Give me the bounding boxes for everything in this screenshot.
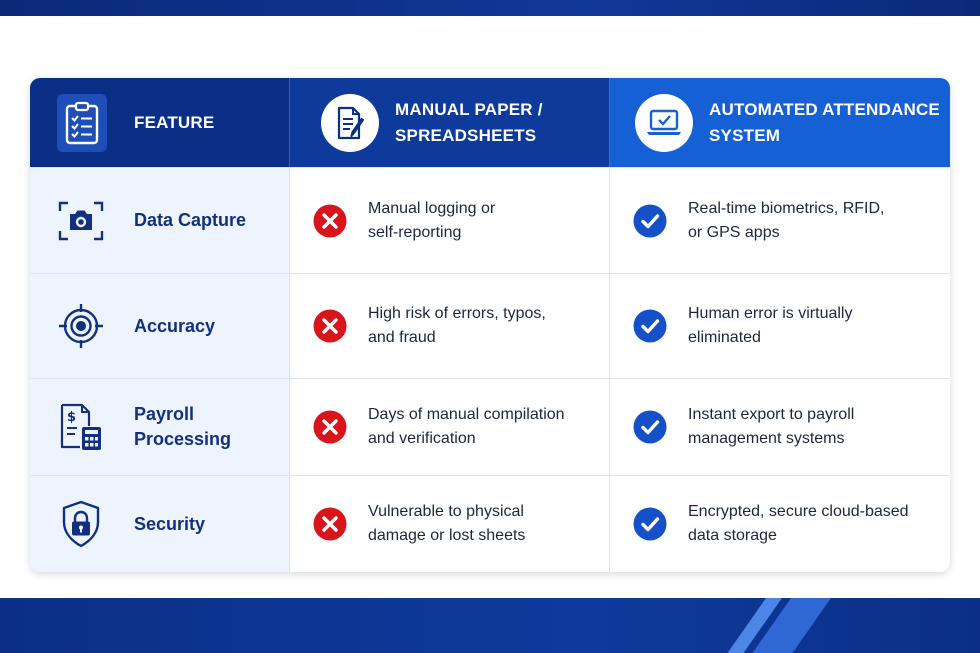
- automated-text: Real-time biometrics, RFID, or GPS apps: [688, 199, 885, 241]
- clipboard-checklist-icon: [57, 94, 107, 152]
- feature-cell-payroll-processing: [30, 378, 289, 475]
- header-feature-label: FEATURE: [134, 112, 215, 132]
- header-automated: [609, 78, 950, 167]
- feature-label: Accuracy: [134, 315, 216, 336]
- camera-icon: [56, 196, 106, 246]
- x-mark-icon: [313, 507, 347, 541]
- comparison-table: [30, 78, 950, 572]
- feature-cell-security: [30, 475, 289, 572]
- invoice-calculator-icon: [56, 402, 106, 452]
- header-feature: [30, 78, 289, 167]
- manual-text: High risk of errors, typos, and fraud: [368, 305, 546, 346]
- header-manual: [289, 78, 609, 167]
- x-mark-icon: [313, 410, 347, 444]
- feature-cell-data-capture: [30, 167, 289, 273]
- feature-label: Payroll Processing: [134, 404, 232, 449]
- shield-lock-icon: [56, 499, 106, 549]
- feature-label: Security: [134, 513, 206, 534]
- manual-cell-accuracy: [289, 273, 609, 378]
- automated-text: Instant export to payroll management systems: [688, 406, 855, 447]
- automated-cell-data-capture: [609, 167, 950, 273]
- automated-cell-payroll-processing: [609, 378, 950, 475]
- header-manual-label: MANUAL PAPER / SPREADSHEETS: [395, 99, 543, 145]
- manual-text: Days of manual compilation and verification: [368, 406, 565, 447]
- bottom-accent-band: [0, 598, 980, 653]
- top-accent-bar: [0, 0, 980, 16]
- feature-label: Data Capture: [134, 210, 247, 230]
- manual-cell-data-capture: [289, 167, 609, 273]
- manual-cell-security: [289, 475, 609, 572]
- document-pen-icon: [321, 94, 379, 152]
- header-automated-label: AUTOMATED ATTENDANCE SYSTEM: [709, 99, 940, 145]
- manual-cell-payroll-processing: [289, 378, 609, 475]
- automated-cell-security: [609, 475, 950, 572]
- automated-text: Encrypted, secure cloud-based data storage: [688, 503, 909, 544]
- x-mark-icon: [313, 309, 347, 343]
- feature-cell-accuracy: [30, 273, 289, 378]
- target-icon: [56, 301, 106, 351]
- automated-cell-accuracy: [609, 273, 950, 378]
- check-mark-icon: [633, 309, 667, 343]
- check-mark-icon: [633, 410, 667, 444]
- x-mark-icon: [313, 204, 347, 238]
- check-mark-icon: [633, 507, 667, 541]
- manual-text: Manual logging or self-reporting: [368, 199, 496, 241]
- check-mark-icon: [633, 204, 667, 238]
- laptop-check-icon: [635, 94, 693, 152]
- svg-text:$: $: [67, 410, 77, 425]
- automated-text: Human error is virtually eliminated: [688, 305, 853, 346]
- manual-text: Vulnerable to physical damage or lost sheets: [368, 503, 526, 544]
